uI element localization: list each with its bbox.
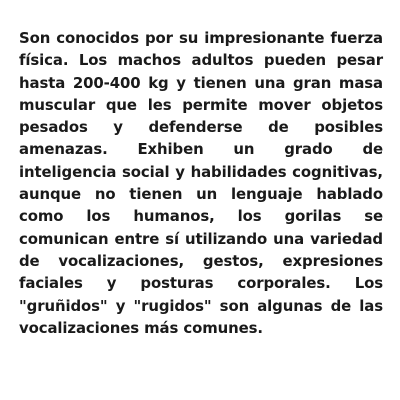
body-paragraph: Son conocidos por su impresionante fuerza física. Los machos adultos pueden pesar hasta 200-400 kg y tienen una gran masa muscular que les permite mover objetos pesados y defenderse de posibles amenazas. Exhiben un grado de inteligencia social y habilidades cognitivas, aunque no tienen un lenguaje hablado como los humanos, los gorilas se comunican entre sí utilizando una variedad de vocalizaciones, gestos, expresiones faciales y posturas corporales. Los "gruñidos" y "rugidos" son algunas de las vocalizaciones más comunes. xyxy=(19,29,383,337)
